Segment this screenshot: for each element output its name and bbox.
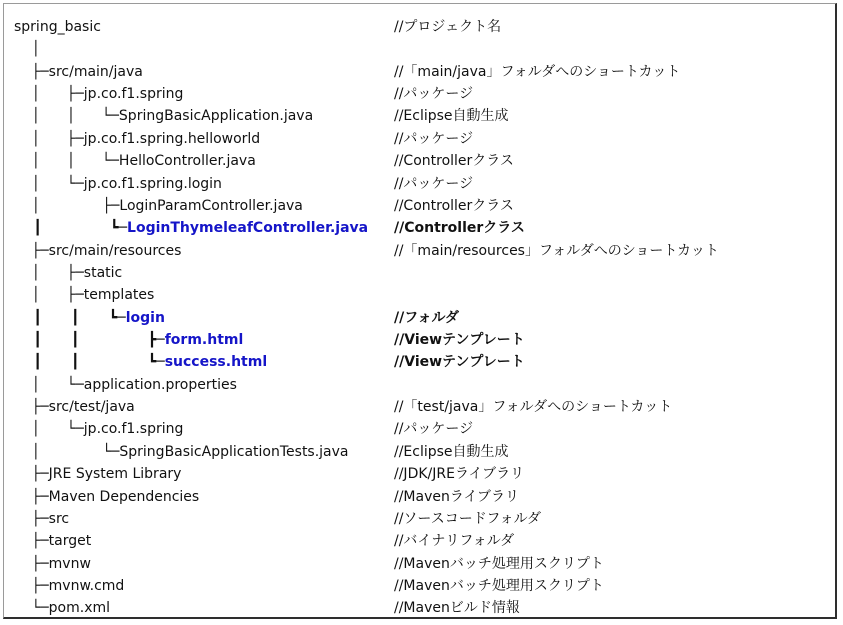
tree-row [4, 195, 838, 217]
tree-item-comment: //バイナリフォルダ [394, 533, 515, 550]
tree-branch: │ ├─ [14, 287, 84, 304]
tree-item-name: static [83, 264, 123, 281]
tree-branch: ├─ [14, 466, 49, 483]
tree-branch: ├─ [14, 399, 49, 416]
tree-branch: │ └─ [14, 376, 84, 393]
tree-row [4, 240, 838, 262]
tree-branch: ├─ [14, 533, 49, 550]
directory-tree [4, 16, 838, 620]
tree-branch: ┃ ┃ ┗─ [14, 309, 126, 326]
tree-item-name: success.html [164, 354, 268, 371]
tree-item-name: src/test/java [48, 399, 135, 416]
tree-row [4, 374, 838, 396]
tree-entry [14, 418, 183, 440]
tree-row [4, 16, 838, 38]
tree-item-comment: //パッケージ [394, 175, 474, 192]
tree-branch: ├─ [14, 488, 49, 505]
tree-entry [14, 16, 101, 38]
tree-branch: ├─ [14, 555, 49, 572]
tree-row [4, 217, 838, 239]
tree-row [4, 418, 838, 440]
tree-item-name: src/main/resources [48, 242, 182, 259]
tree-item-comment: //Mavenライブラリ [394, 488, 520, 505]
tree-item-comment: //JDK/JREライブラリ [394, 466, 525, 483]
tree-entry [14, 553, 91, 575]
tree-row [4, 38, 838, 60]
tree-entry [14, 374, 237, 396]
tree-item-comment: //Mavenバッチ処理用スクリプト [394, 555, 604, 572]
tree-item-comment: //パッケージ [394, 130, 474, 147]
tree-row [4, 105, 838, 127]
tree-item-comment: //「main/java」フォルダへのショートカット [394, 63, 681, 80]
tree-item-name: HelloController.java [118, 153, 256, 170]
tree-item-name: login [125, 309, 165, 326]
tree-branch: ├─ [14, 63, 49, 80]
tree-row [4, 486, 838, 508]
tree-entry [14, 83, 183, 105]
tree-entry [14, 486, 199, 508]
tree-entry [14, 351, 267, 373]
tree-entry [14, 284, 154, 306]
tree-item-comment: //「test/java」フォルダへのショートカット [394, 399, 673, 416]
tree-row [4, 61, 838, 83]
tree-item-comment: //Controllerクラス [394, 197, 514, 214]
tree-branch: ├─ [14, 510, 49, 527]
tree-item-name: Maven Dependencies [48, 488, 200, 505]
tree-row [4, 128, 838, 150]
tree-item-name: SpringBasicApplication.java [118, 108, 314, 125]
tree-entry [14, 329, 243, 351]
tree-item-comment: //フォルダ [394, 309, 459, 326]
tree-row [4, 262, 838, 284]
tree-item-name: mvnw [48, 555, 91, 572]
tree-item-name: application.properties [83, 376, 237, 393]
tree-entry [14, 38, 40, 60]
tree-entry [14, 530, 91, 552]
tree-branch: │ ├─ [14, 130, 84, 147]
tree-item-name: jp.co.f1.spring.login [83, 175, 222, 192]
tree-item-name: jp.co.f1.spring [83, 421, 184, 438]
tree-row [4, 553, 838, 575]
tree-branch: ┃ ┗─ [14, 220, 128, 237]
tree-item-name: form.html [164, 332, 244, 349]
tree-entry [14, 240, 181, 262]
tree-entry [14, 105, 313, 127]
tree-item-name: src [48, 510, 70, 527]
tree-entry [14, 173, 222, 195]
tree-item-name: LoginParamController.java [119, 197, 303, 214]
tree-item-comment: //ソースコードフォルダ [394, 510, 542, 527]
tree-item-comment: //Mavenバッチ処理用スクリプト [394, 577, 604, 594]
tree-branch: │ [14, 41, 41, 58]
tree-branch: │ │ └─ [14, 108, 119, 125]
tree-row [4, 83, 838, 105]
tree-row [4, 173, 838, 195]
tree-item-comment: //パッケージ [394, 86, 474, 103]
tree-item-comment: //パッケージ [394, 421, 474, 438]
tree-item-name: mvnw.cmd [48, 577, 125, 594]
tree-branch: │ │ └─ [14, 153, 119, 170]
tree-item-name: JRE System Library [48, 466, 182, 483]
tree-entry [14, 463, 181, 485]
tree-entry [14, 508, 69, 530]
tree-item-comment: //Eclipse自動生成 [394, 108, 509, 125]
tree-branch: ┃ ┃ ┣─ [14, 332, 165, 349]
tree-item-comment: //Viewテンプレート [394, 354, 525, 371]
tree-item-comment: //Eclipse自動生成 [394, 443, 509, 460]
tree-item-comment: //Viewテンプレート [394, 332, 525, 349]
tree-branch: │ ├─ [14, 264, 84, 281]
tree-item-name: jp.co.f1.spring.helloworld [83, 130, 261, 147]
tree-row [4, 508, 838, 530]
tree-entry [14, 396, 135, 418]
tree-branch: ┃ ┃ ┗─ [14, 354, 165, 371]
tree-entry [14, 597, 110, 619]
tree-item-name: pom.xml [48, 600, 111, 617]
tree-entry [14, 217, 368, 239]
tree-item-name: target [48, 533, 92, 550]
tree-row [4, 396, 838, 418]
tree-row [4, 530, 838, 552]
tree-entry [14, 307, 165, 329]
directory-structure-panel [3, 3, 837, 619]
tree-entry [14, 128, 260, 150]
tree-item-comment: //プロジェクト名 [394, 19, 502, 35]
tree-entry [14, 61, 143, 83]
tree-branch: │ └─ [14, 175, 84, 192]
tree-branch: │ ├─ [14, 197, 120, 214]
tree-row [4, 307, 838, 329]
tree-branch: ├─ [14, 577, 49, 594]
tree-entry [14, 441, 349, 463]
tree-branch: ├─ [14, 242, 49, 259]
tree-branch: │ └─ [14, 421, 84, 438]
tree-item-comment: //「main/resources」フォルダへのショートカット [394, 242, 719, 259]
tree-item-name: jp.co.f1.spring [83, 86, 184, 103]
tree-item-name: src/main/java [48, 63, 143, 80]
tree-row [4, 150, 838, 172]
tree-entry [14, 575, 124, 597]
tree-entry [14, 262, 122, 284]
tree-branch: └─ [14, 600, 49, 617]
tree-row [4, 284, 838, 306]
tree-item-comment: //Controllerクラス [394, 220, 525, 237]
tree-row [4, 351, 838, 373]
tree-branch: │ └─ [14, 443, 120, 460]
tree-item-name: LoginThymeleafController.java [127, 220, 369, 237]
tree-entry [14, 195, 303, 217]
tree-item-comment: //Controllerクラス [394, 153, 514, 170]
tree-item-name: SpringBasicApplicationTests.java [119, 443, 349, 460]
tree-entry [14, 150, 256, 172]
tree-row [4, 575, 838, 597]
tree-row [4, 441, 838, 463]
tree-row [4, 597, 838, 619]
tree-row [4, 329, 838, 351]
tree-branch: spring_basic [14, 19, 101, 35]
tree-branch: │ ├─ [14, 86, 84, 103]
tree-item-comment: //Mavenビルド情報 [394, 600, 520, 617]
tree-row [4, 463, 838, 485]
tree-item-name: templates [83, 287, 155, 304]
